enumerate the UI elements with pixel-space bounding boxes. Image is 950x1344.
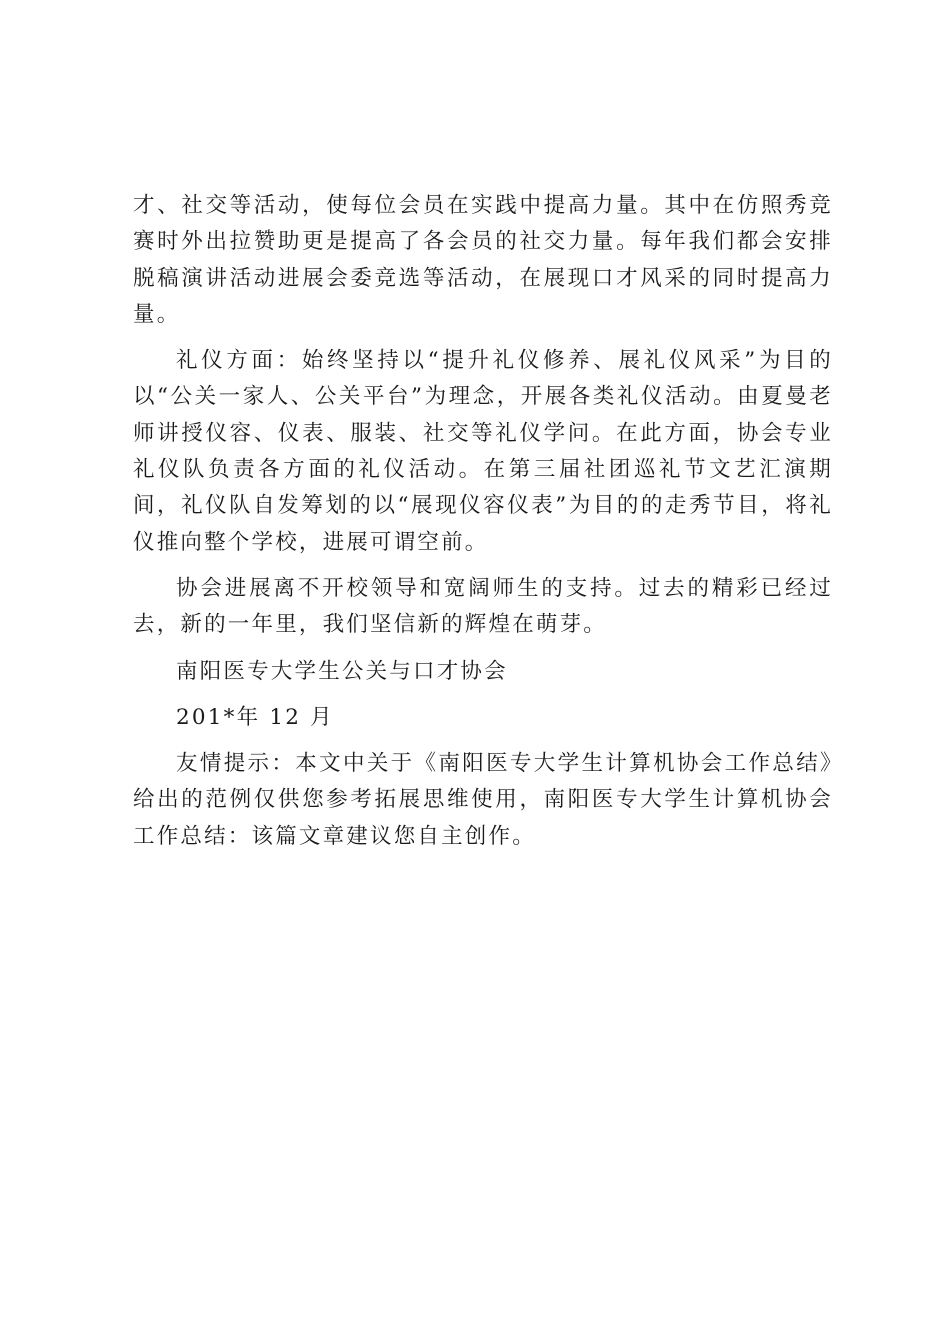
friendly-note: 友情提示：本文中关于《南阳医专大学生计算机协会工作总结》给出的范例仅供您参考拓展思维使用，南阳医专大学生计算机协会工作总结：该篇文章建议您自主创作。 bbox=[133, 751, 833, 849]
paragraph-etiquette: 礼仪方面：始终坚持以“提升礼仪修养、展礼仪风采”为目的以“公关一家人、公关平台”为理念，开展各类礼仪活动。由夏曼老师讲授仪容、仪表、服装、社交等礼仪学问。在此方面，协会专业礼仪队负责各方面的礼仪活动。在第三届社团巡礼节文艺汇演期间，礼仪队自发筹划的以“展现仪容仪表”为目的的走秀节目，将礼仪推向整个学校，进展可谓空前。 bbox=[133, 348, 833, 555]
signature-organization: 南阳医专大学生公关与口才协会 bbox=[176, 658, 508, 684]
paragraph-continuation: 才、社交等活动，使每位会员在实践中提高力量。其中在仿照秀竞赛时外出拉赞助更是提高了各会员的社交力量。每年我们都会安排脱稿演讲活动进展会委竞选等活动，在展现口才风采的同时提高力量。 bbox=[133, 193, 833, 327]
document-body bbox=[133, 188, 833, 855]
paragraph-closing: 协会进展离不开校领导和宽阔师生的支持。过去的精彩已经过去，新的一年里，我们坚信新的辉煌在萌芽。 bbox=[133, 575, 833, 638]
signature-date: 201*年 12 月 bbox=[176, 704, 334, 730]
